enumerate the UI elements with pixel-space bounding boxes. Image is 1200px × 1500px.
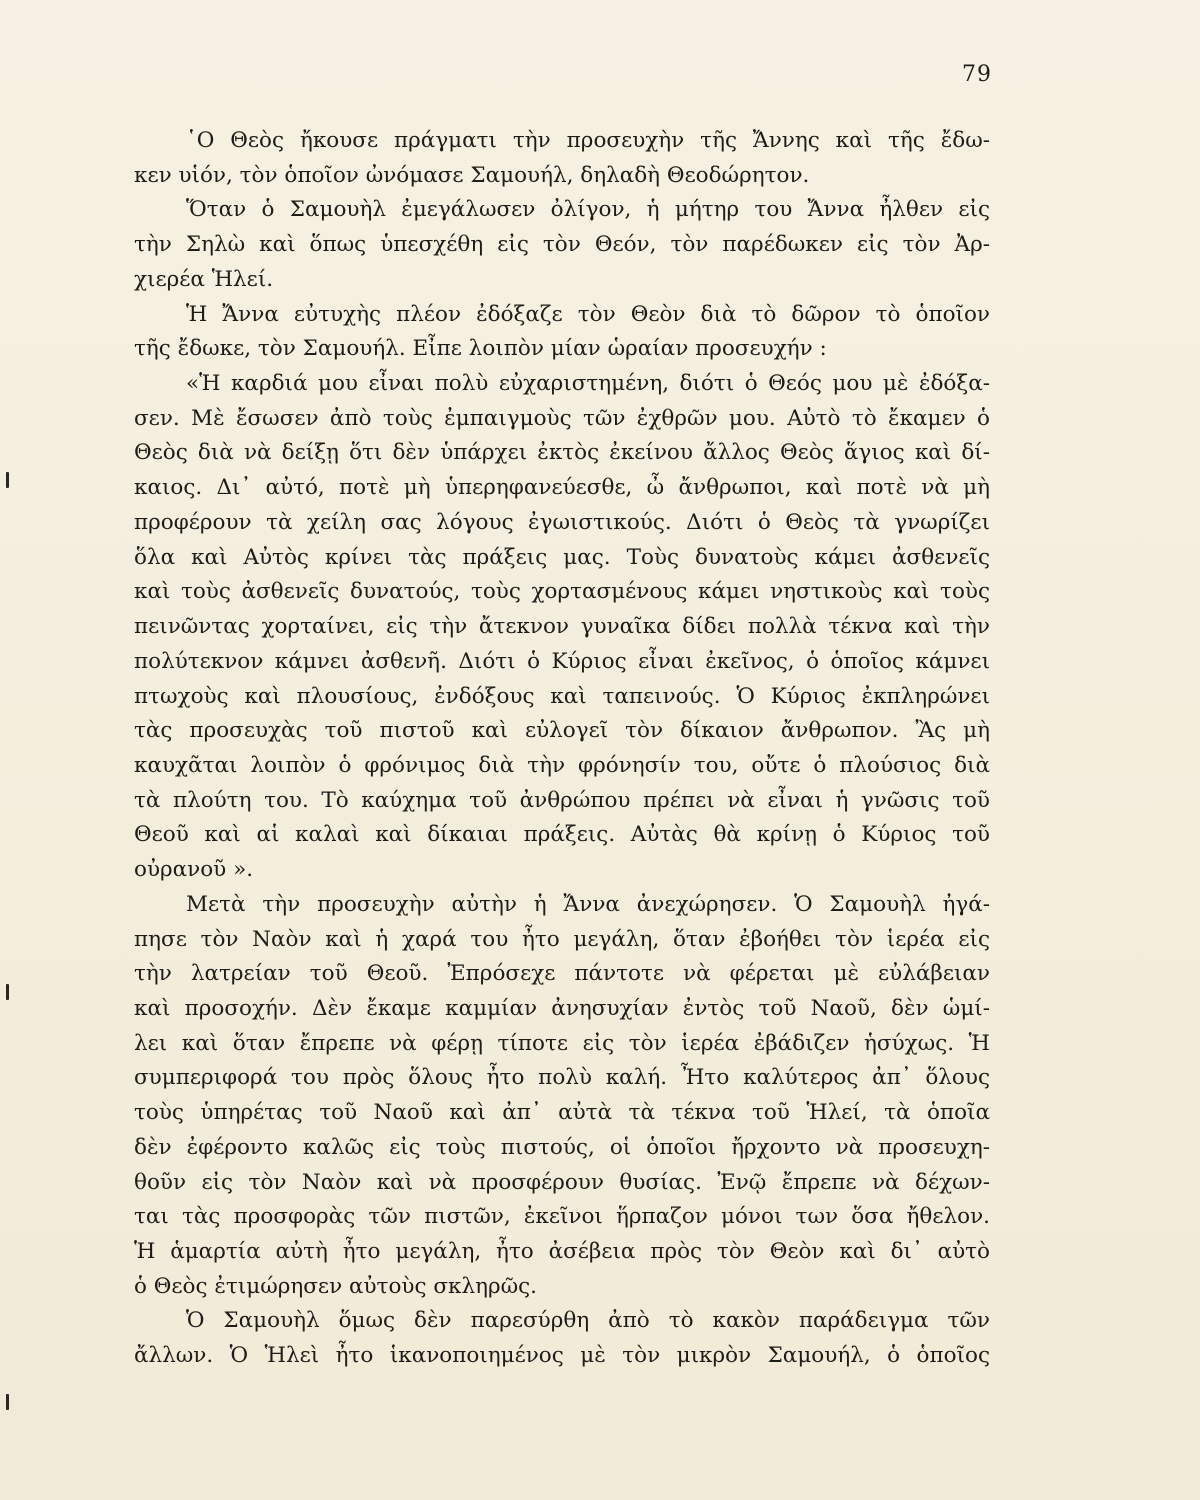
margin-mark bbox=[6, 472, 9, 488]
text-line: χιερέα Ἡλεί. bbox=[134, 266, 274, 292]
text-line: κεν υἱόν, τὸν ὁποῖον ὠνόμασε Σαμουήλ, δηλαδὴ Θεοδώρητον. bbox=[134, 162, 810, 188]
text-line: Ἡ ἁμαρτία αὐτὴ ἦτο μεγάλη, ἦτο ἀσέβεια πρὸς τὸν Θεὸν καὶ δι᾽ αὐτὸ bbox=[134, 1239, 990, 1264]
text-line: τὰ πλούτη του. Τὸ καύχημα τοῦ ἀνθρώπου πρέπει νὰ εἶναι ἡ γνῶσις τοῦ bbox=[134, 787, 990, 813]
text-line: καιος. Δι᾽ αὐτό, ποτὲ μὴ ὑπερηφανεύεσθε, ὦ ἄνθρωποι, καὶ ποτὲ νὰ μὴ bbox=[134, 475, 990, 501]
text-line: τοὺς ὑπηρέτας τοῦ Ναοῦ καὶ ἀπ᾽ αὐτὰ τὰ τέκνα τοῦ Ἡλεί, τὰ ὁποῖα bbox=[134, 1100, 990, 1126]
text-line: ται τὰς προσφορὰς τῶν πιστῶν, ἐκεῖνοι ἥρπαζον μόνοι των ὅσα ἤθελον. bbox=[134, 1204, 990, 1230]
text-line: σεν. Μὲ ἔσωσεν ἀπὸ τοὺς ἐμπαιγμοὺς τῶν ἐχθρῶν μου. Αὐτὸ τὸ ἔκαμεν ὁ bbox=[134, 405, 990, 431]
text-line: προφέρουν τὰ χείλη σας λόγους ἐγωιστικούς. Διότι ὁ Θεὸς τὰ γνωρίζει bbox=[134, 509, 990, 535]
text-line: τὴν Σηλὼ καὶ ὅπως ὑπεσχέθη εἰς τὸν Θεόν, τὸν παρέδωκεν εἰς τὸν Ἀρ- bbox=[134, 232, 990, 258]
text-line: τὰς προσευχὰς τοῦ πιστοῦ καὶ εὐλογεῖ τὸν δίκαιον ἄνθρωπον. Ἂς μὴ bbox=[134, 718, 990, 744]
text-line: Ὅταν ὁ Σαμουὴλ ἐμεγάλωσεν ὀλίγον, ἡ μήτηρ του Ἄννα ἦλθεν εἰς bbox=[186, 197, 990, 223]
page-number: 79 bbox=[962, 62, 992, 87]
text-line: πησε τὸν Ναὸν καὶ ἡ χαρά του ἦτο μεγάλη, ὅταν ἐβοήθει τὸν ἱερέα εἰς bbox=[134, 926, 990, 952]
text-line: συμπεριφορά του πρὸς ὅλους ἦτο πολὺ καλή. Ἦτο καλύτερος ἀπ᾽ ὅλους bbox=[134, 1065, 990, 1091]
margin-mark bbox=[6, 1394, 9, 1410]
text-line: πεινῶντας χορταίνει, εἰς τὴν ἄτεκνον γυναῖκα δίδει πολλὰ τέκνα καὶ τὴν bbox=[134, 614, 990, 640]
text-line: Μετὰ τὴν προσευχὴν αὐτὴν ἡ Ἄννα ἀνεχώρησεν. Ὁ Σαμουὴλ ἠγά- bbox=[186, 891, 990, 917]
text-line: ῾Ο Θεὸς ἤκουσε πράγματι τὴν προσευχὴν τῆς Ἄννης καὶ τῆς ἔδω- bbox=[186, 128, 990, 153]
text-line: Θεὸς διὰ νὰ δείξῃ ὅτι δὲν ὑπάρχει ἐκτὸς ἐκείνου ἄλλος Θεὸς ἅγιος καὶ δί- bbox=[134, 440, 990, 466]
text-line: οὐρανοῦ ». bbox=[134, 857, 254, 883]
text-line: καυχᾶται λοιπὸν ὁ φρόνιμος διὰ τὴν φρόνησίν του, οὔτε ὁ πλούσιος διὰ bbox=[134, 752, 990, 778]
text-line: πολύτεκνον κάμνει ἀσθενῆ. Διότι ὁ Κύριος εἶναι ἐκεῖνος, ὁ ὁποῖος κάμνει bbox=[134, 648, 990, 674]
text-line: καὶ τοὺς ἀσθενεῖς δυνατούς, τοὺς χορτασμένους κάμει νηστικοὺς καὶ τοὺς bbox=[134, 579, 990, 605]
margin-mark bbox=[6, 984, 9, 1000]
text-line: Ἡ Ἄννα εὐτυχὴς πλέον ἐδόξαζε τὸν Θεὸν διὰ τὸ δῶρον τὸ ὁποῖον bbox=[186, 301, 990, 327]
text-line: «Ἡ καρδιά μου εἶναι πολὺ εὐχαριστημένη, διότι ὁ Θεός μου μὲ ἐδόξα- bbox=[186, 371, 990, 397]
text-line: πτωχοὺς καὶ πλουσίους, ἐνδόξους καὶ ταπεινούς. Ὁ Κύριος ἐκπληρώνει bbox=[134, 683, 990, 709]
text-line: λει καὶ ὅταν ἔπρεπε νὰ φέρῃ τίποτε εἰς τὸν ἱερέα ἐβάδιζεν ἡσύχως. Ἡ bbox=[134, 1030, 990, 1056]
text-line: Θεοῦ καὶ αἱ καλαὶ καὶ δίκαιαι πράξεις. Αὐτὰς θὰ κρίνῃ ὁ Κύριος τοῦ bbox=[134, 822, 990, 848]
text-line: δὲν ἐφέροντο καλῶς εἰς τοὺς πιστούς, οἱ ὁποῖοι ἤρχοντο νὰ προσευχη- bbox=[134, 1134, 990, 1160]
text-line: τῆς ἔδωκε, τὸν Σαμουήλ. Εἶπε λοιπὸν μίαν ὡραίαν προσευχήν : bbox=[134, 336, 827, 362]
text-line: ἄλλων. Ὁ Ἡλεὶ ἦτο ἱκανοποιημένος μὲ τὸν μικρὸν Σαμουήλ, ὁ ὁποῖος bbox=[134, 1343, 990, 1369]
body-text bbox=[134, 124, 990, 1374]
text-line: θοῦν εἰς τὸν Ναὸν καὶ νὰ προσφέρουν θυσίας. Ἐνῷ ἔπρεπε νὰ δέχων- bbox=[134, 1169, 990, 1195]
text-line: τὴν λατρείαν τοῦ Θεοῦ. Ἐπρόσεχε πάντοτε νὰ φέρεται μὲ εὐλάβειαν bbox=[134, 961, 990, 987]
text-line: ὁ Θεὸς ἐτιμώρησεν αὐτοὺς σκληρῶς. bbox=[134, 1273, 538, 1299]
text-line: καὶ προσοχήν. Δὲν ἔκαμε καμμίαν ἀνησυχίαν ἐντὸς τοῦ Ναοῦ, δὲν ὡμί- bbox=[134, 995, 990, 1021]
text-line: Ὁ Σαμουὴλ ὅμως δὲν παρεσύρθη ἀπὸ τὸ κακὸν παράδειγμα τῶν bbox=[186, 1308, 990, 1334]
text-line: ὅλα καὶ Αὐτὸς κρίνει τὰς πράξεις μας. Τοὺς δυνατοὺς κάμει ἀσθενεῖς bbox=[134, 544, 990, 570]
